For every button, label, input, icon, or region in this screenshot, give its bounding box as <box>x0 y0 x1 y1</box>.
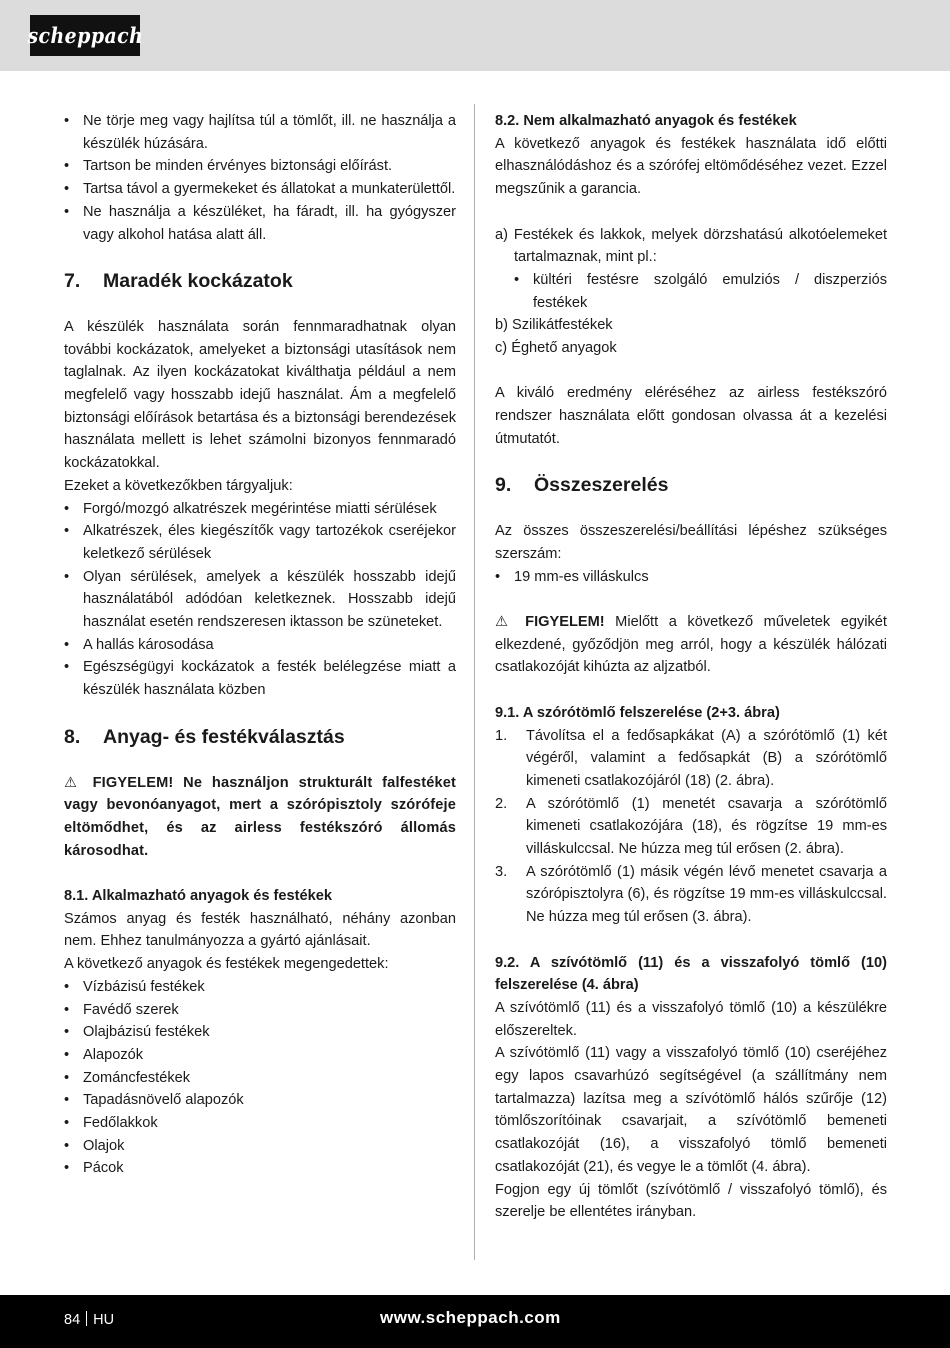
list-item: • Egészségügyi kockázatok a festék belélegzése miatt a készülék használata közben <box>64 656 456 701</box>
list-item: • Tartson be minden érvényes biztonsági előírást. <box>64 155 456 178</box>
list-item: • Ne használja a készüléket, ha fáradt, ill. ha gyógyszer vagy alkohol hatása alatt áll. <box>64 201 456 246</box>
logo-text: scheppach <box>27 23 143 48</box>
list-item: • Forgó/mozgó alkatrészek megérintése miatti sérülések <box>64 498 456 521</box>
list-item: • kültéri festésre szolgáló emulziós / diszperziós festékek <box>514 269 887 314</box>
list-item: • Olyan sérülések, amelyek a készülék hosszabb idejű használatából adódóan keletkeznek. Hosszabb idejű használat esetén rendszeresen iktasson be szüneteket. <box>64 566 456 634</box>
section-number: 8. <box>64 725 81 748</box>
section-number: 7. <box>64 269 81 292</box>
step-number: 2. <box>495 795 508 812</box>
list-item: • Ne törje meg vagy hajlítsa túl a tömlőt, ill. ne használja a készülék húzására. <box>64 110 456 155</box>
list-item: • Olajbázisú festékek <box>64 1021 456 1044</box>
section-9-2-paragraph-3: Fogjon egy új tömlőt (szívótömlő / visszafolyó tömlő), és szerelje be ellentétes irányban. <box>495 1181 887 1221</box>
list-item: • Alapozók <box>64 1044 456 1067</box>
website-url: www.scheppach.com <box>380 1308 561 1327</box>
page-info <box>64 1311 114 1328</box>
section-8-2-closing: A kiváló eredmény eléréséhez az airless festékszóró rendszer használata előtt gondosan olvassa át a kezelési útmutatót. <box>495 385 887 447</box>
step-item <box>495 793 887 861</box>
list-item: • Fedőlakkok <box>64 1112 456 1135</box>
warning-text: Mielőtt a következő műveletek egyikét elkezdené, győződjön meg arról, hogy a készülék hálózati csatlakozóját kihúzta az aljzatból. <box>495 614 887 676</box>
step-text: A szórótömlő (1) menetét csavarja a szórótömlő kimeneti csatlakozójára (18), és rögzítse 19 mm-es villáskulccsal. Ne húzza meg túl erősen (2. ábra). <box>526 795 887 858</box>
list-item: • 19 mm-es villáskulcs <box>495 566 887 589</box>
item-c: c) Éghető anyagok <box>495 340 617 357</box>
page-footer <box>0 1295 950 1348</box>
section-8-heading <box>64 725 456 749</box>
section-8-2-paragraph: A következő anyagok és festékek használata idő előtti elhasználódáshoz és a szórófej eltömődéséhez vezet. Ezzel megszűnik a garancia. <box>495 135 887 198</box>
item-b: b) Szilikátfestékek <box>495 317 613 334</box>
section-8-1-paragraph: Számos anyag és festék használható, néhány azonban nem. Ehhez tanulmányozza a gyártó ajánlásait. <box>64 910 456 950</box>
list-item: • A hallás károsodása <box>64 634 456 657</box>
section-7-lead: Ezeket a következőkben tárgyaljuk: <box>64 477 293 494</box>
tools-list <box>495 566 887 589</box>
section-9-paragraph: Az összes összeszerelési/beállítási lépéshez szükséges szerszám: <box>495 523 887 562</box>
section-8-warning <box>64 772 456 863</box>
list-item: • Vízbázisú festékek <box>64 976 456 999</box>
step-number: 3. <box>495 863 508 880</box>
left-column <box>64 110 456 1180</box>
column-divider <box>474 104 475 1260</box>
warning-label: FIGYELEM! <box>525 614 605 630</box>
item-a-sublist <box>495 269 887 314</box>
right-column <box>495 110 887 1224</box>
language-code: HU <box>93 1312 115 1328</box>
section-number: 9. <box>495 474 512 497</box>
list-item: • Tartsa távol a gyermekeket és állatokat a munkaterülettől. <box>64 178 456 201</box>
section-8-2-title: 8.2. Nem alkalmazható anyagok és festékek <box>495 113 797 129</box>
section-9-2-title: 9.2. A szívótömlő (11) és a visszafolyó tömlő (10) felszerelése (4. ábra) <box>495 954 887 994</box>
page-number: 84 <box>64 1312 81 1328</box>
list-item: • Olajok <box>64 1135 456 1158</box>
list-item: • Favédő szerek <box>64 999 456 1022</box>
section-9-heading <box>495 473 887 497</box>
section-9-1-steps <box>495 725 887 929</box>
warning-icon: ⚠ <box>64 774 83 791</box>
warning-text: FIGYELEM! Ne használjon strukturált falfestéket vagy bevonóanyagot, mert a szórópisztoly szórófeje eltömődhet, és az airless festékszóró állomás károsodhat. <box>64 774 457 859</box>
step-number: 1. <box>495 727 508 744</box>
list-item: • Tapadásnövelő alapozók <box>64 1089 456 1112</box>
section-9-warning <box>495 611 887 679</box>
brand-logo <box>27 15 143 56</box>
allowed-materials-list <box>64 976 456 1180</box>
list-item: • Alkatrészek, éles kiegészítők vagy tartozékok cseréjekor keletkező sérülések <box>64 520 456 565</box>
item-a: a) Festékek és lakkok, melyek dörzshatású alkotóelemeket tartalmaznak, mint pl.: <box>495 226 887 266</box>
section-9-2-paragraph-1: A szívótömlő (11) és a visszafolyó tömlő (10) a készülékre előszereltek. <box>495 999 887 1039</box>
section-title: Anyag- és festékválasztás <box>103 725 345 748</box>
page-header <box>0 0 950 71</box>
residual-risk-list <box>64 498 456 702</box>
section-8-1-title: 8.1. Alkalmazható anyagok és festékek <box>64 888 332 905</box>
step-item <box>495 725 887 793</box>
section-7-paragraph: A készülék használata során fennmaradhatnak olyan további kockázatok, amelyeket a biztonsági utasítások nem taglalnak. Az ilyen kockázatokat kiválthatja például a nem megfelelő vagy hosszabb idejű használat. Ám a megfelelő biztonsági előírások betartása és a biztonsági berendezések használata mellett is lehet számolni bizonyos fennmaradó kockázatokkal. <box>64 318 456 472</box>
warning-icon: ⚠ <box>495 614 515 630</box>
section-9-1-title: 9.1. A szórótömlő felszerelése (2+3. ábra) <box>495 704 780 721</box>
intro-bullet-list <box>64 110 456 246</box>
list-item: • Zománcfestékek <box>64 1067 456 1090</box>
footer-separator <box>86 1311 87 1326</box>
step-text: Távolítsa el a fedősapkákat (A) a szórótömlő (1) két végéről, valamint a fedősapkát (B) a szórótömlő kimeneti csatlakozójáról (18) (2. ábra). <box>526 727 887 789</box>
step-text: A szórótömlő (1) másik végén lévő menetet csavarja a szórópisztolyra (6), és rögzítse 19 mm-es villáskulccsal. Ne húzza meg túl erősen (3. ábra). <box>526 863 887 926</box>
step-item <box>495 861 887 929</box>
section-title: Maradék kockázatok <box>103 269 293 292</box>
list-item: • Pácok <box>64 1157 456 1180</box>
section-title: Összeszerelés <box>534 474 669 497</box>
section-8-1-lead: A következő anyagok és festékek megengedettek: <box>64 956 389 973</box>
section-7-heading <box>64 269 456 293</box>
section-9-2-paragraph-2: A szívótömlő (11) vagy a visszafolyó tömlő (10) cseréjéhez egy lapos csavarhúzó segítségével (a szállítmány nem tartalmazza) lazítsa meg a szívótömlő hálós szűrője (12) tömlőszorítóinak csavarjait, a szívótömlő bemeneti csatlakozóját (16), a visszafolyó tömlő bemeneti csatlakozóját (21), és vegye le a tömlőt (4. ábra). <box>495 1045 887 1175</box>
